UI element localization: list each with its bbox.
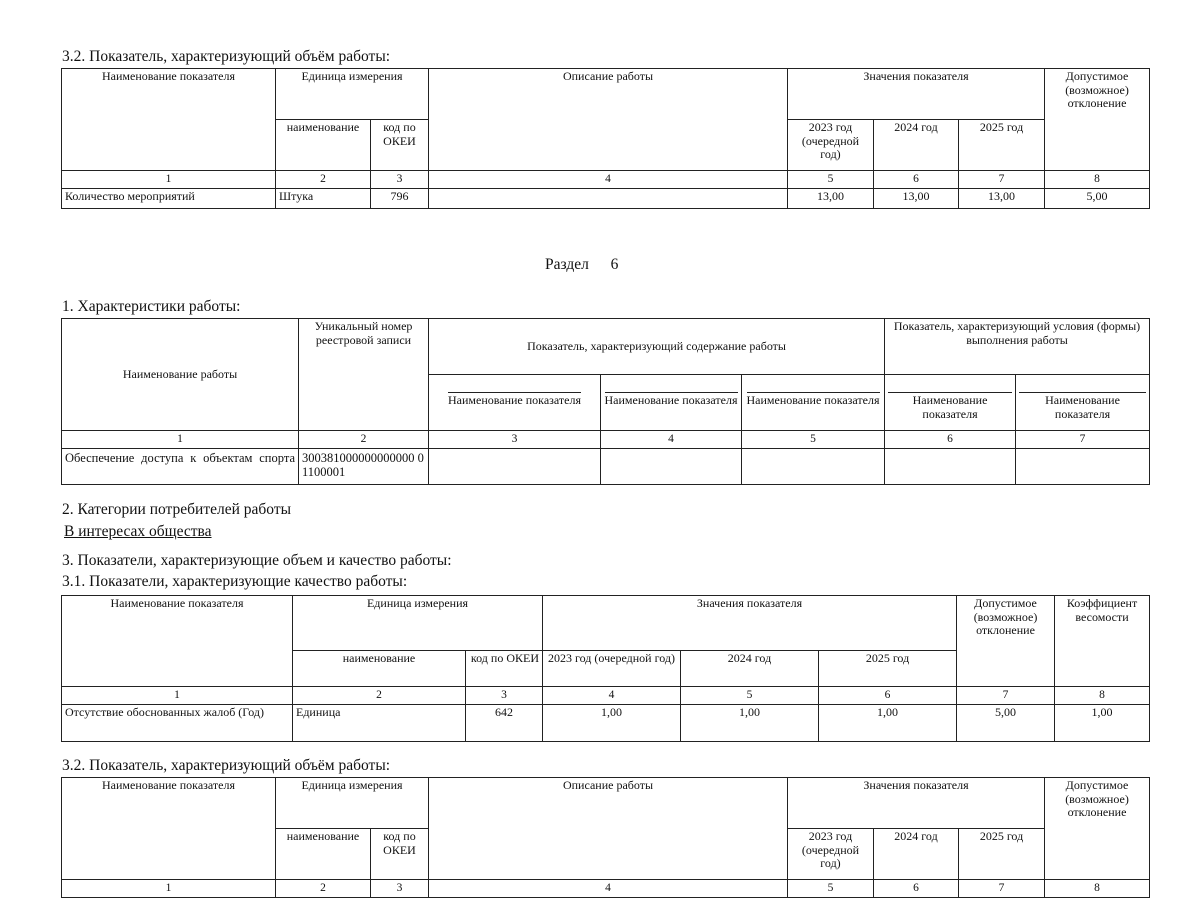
row-work-name: Обеспечение доступа к объектам спорта <box>62 449 299 485</box>
col-number: 4 <box>543 687 681 705</box>
row-unit-code: 642 <box>466 705 543 742</box>
header-values: Значения показателя <box>788 69 1045 120</box>
header-year-2024: 2024 год <box>874 829 959 880</box>
header-indicator-name: Наименование показателя <box>62 778 276 880</box>
header-year-2023: 2023 год (очередной год) <box>788 120 874 171</box>
col-number: 2 <box>293 687 466 705</box>
header-deviation: Допустимое (возможное) отклонение <box>957 596 1055 687</box>
header-values: Значения показателя <box>788 778 1045 829</box>
row-value-2024: 1,00 <box>681 705 819 742</box>
col-number: 7 <box>959 880 1045 898</box>
col-number: 5 <box>742 431 885 449</box>
row-indicator-name: Отсутствие обоснованных жалоб (Год) <box>62 705 293 742</box>
header-description: Описание работы <box>429 778 788 880</box>
row-unit-code: 796 <box>371 189 429 209</box>
header-unit: Единица измерения <box>276 778 429 829</box>
header-description: Описание работы <box>429 69 788 171</box>
header-unit-name: наименование <box>276 829 371 880</box>
section-heading <box>545 256 618 274</box>
characteristics-title: 1. Характеристики работы: <box>62 298 241 315</box>
col-number: 3 <box>429 431 601 449</box>
volume-section-title: 3.2. Показатель, характеризующий объём работы: <box>62 757 391 774</box>
quality-subtitle: 3.1. Показатели, характеризующие качество работы: <box>62 573 408 590</box>
header-year-2023: 2023 год (очередной год) <box>788 829 874 880</box>
row-unit-name: Единица <box>293 705 466 742</box>
header-year-2025: 2025 год <box>819 651 957 687</box>
header-work-name: Наименование работы <box>62 319 299 431</box>
header-unit-code: код по ОКЕИ <box>466 651 543 687</box>
header-year-2025: 2025 год <box>959 120 1045 171</box>
characteristics-table <box>61 318 1150 485</box>
col-number: 6 <box>885 431 1016 449</box>
row-deviation: 5,00 <box>1045 189 1150 209</box>
consumers-value: В интересах общества <box>64 523 212 540</box>
header-unit-name: наименование <box>293 651 466 687</box>
header-values: Значения показателя <box>543 596 957 651</box>
header-content-indicator: Показатель, характеризующий содержание работы <box>429 319 885 375</box>
row-value-2025: 13,00 <box>959 189 1045 209</box>
col-number: 1 <box>62 171 276 189</box>
col-number: 1 <box>62 880 276 898</box>
col-number: 1 <box>62 687 293 705</box>
header-deviation: Допустимое (возможное) отклонение <box>1045 69 1150 171</box>
row-unit-name: Штука <box>276 189 371 209</box>
header-conditions-indicator: Показатель, характеризующий условия (формы) выполнения работы <box>885 319 1150 375</box>
col-number: 8 <box>1045 880 1150 898</box>
content-indicator-name: Наименование показателя <box>448 393 581 407</box>
header-unit: Единица измерения <box>276 69 429 120</box>
row-description <box>429 189 788 209</box>
col-number: 4 <box>601 431 742 449</box>
col-number: 8 <box>1045 171 1150 189</box>
col-number: 1 <box>62 431 299 449</box>
col-number: 2 <box>276 171 371 189</box>
table-row <box>62 189 1150 209</box>
col-number: 5 <box>788 880 874 898</box>
volume-section-title: 3.2. Показатель, характеризующий объём работы: <box>62 48 391 65</box>
col-number: 7 <box>959 171 1045 189</box>
table-row <box>62 449 1150 485</box>
col-number: 8 <box>1055 687 1150 705</box>
header-weight: Коэффициент весомости <box>1055 596 1150 687</box>
conditions-indicator-name: Наименование показателя <box>1019 392 1146 421</box>
table-row <box>62 705 1150 742</box>
row-value-2024: 13,00 <box>874 189 959 209</box>
col-number: 5 <box>788 171 874 189</box>
col-number: 4 <box>429 880 788 898</box>
header-indicator-name: Наименование показателя <box>62 69 276 171</box>
row-value-2025: 1,00 <box>819 705 957 742</box>
col-number: 6 <box>819 687 957 705</box>
content-indicator-name: Наименование показателя <box>746 393 880 407</box>
header-indicator-name: Наименование показателя <box>62 596 293 687</box>
col-number: 2 <box>299 431 429 449</box>
header-year-2024: 2024 год <box>874 120 959 171</box>
row-value-2023: 1,00 <box>543 705 681 742</box>
header-deviation: Допустимое (возможное) отклонение <box>1045 778 1150 880</box>
consumers-title: 2. Категории потребителей работы <box>62 501 292 518</box>
conditions-indicator-name: Наименование показателя <box>888 392 1012 421</box>
volume-table-2 <box>61 777 1150 898</box>
col-number: 7 <box>1016 431 1150 449</box>
section-number: 6 <box>610 256 619 273</box>
col-number: 6 <box>874 171 959 189</box>
header-registry-number: Уникальный номер реестровой записи <box>299 319 429 431</box>
row-deviation: 5,00 <box>957 705 1055 742</box>
col-number: 7 <box>957 687 1055 705</box>
row-registry-number: 300381000000000000 01100001 <box>299 449 429 485</box>
header-year-2025: 2025 год <box>959 829 1045 880</box>
header-unit-code: код по ОКЕИ <box>371 829 429 880</box>
content-indicator-name: Наименование показателя <box>604 393 738 407</box>
header-unit-name: наименование <box>276 120 371 171</box>
col-number: 3 <box>371 171 429 189</box>
volume-table <box>61 68 1150 209</box>
row-indicator-name: Количество мероприятий <box>62 189 276 209</box>
col-number: 3 <box>371 880 429 898</box>
col-number: 5 <box>681 687 819 705</box>
volume-quality-title: 3. Показатели, характеризующие объем и качество работы: <box>62 552 452 569</box>
quality-table <box>61 595 1150 742</box>
col-number: 3 <box>466 687 543 705</box>
row-weight: 1,00 <box>1055 705 1150 742</box>
row-value-2023: 13,00 <box>788 189 874 209</box>
header-unit: Единица измерения <box>293 596 543 651</box>
col-number: 6 <box>874 880 959 898</box>
header-unit-code: код по ОКЕИ <box>371 120 429 171</box>
col-number: 4 <box>429 171 788 189</box>
header-year-2024: 2024 год <box>681 651 819 687</box>
header-year-2023: 2023 год (очередной год) <box>543 651 681 687</box>
section-label: Раздел <box>545 256 589 273</box>
col-number: 2 <box>276 880 371 898</box>
